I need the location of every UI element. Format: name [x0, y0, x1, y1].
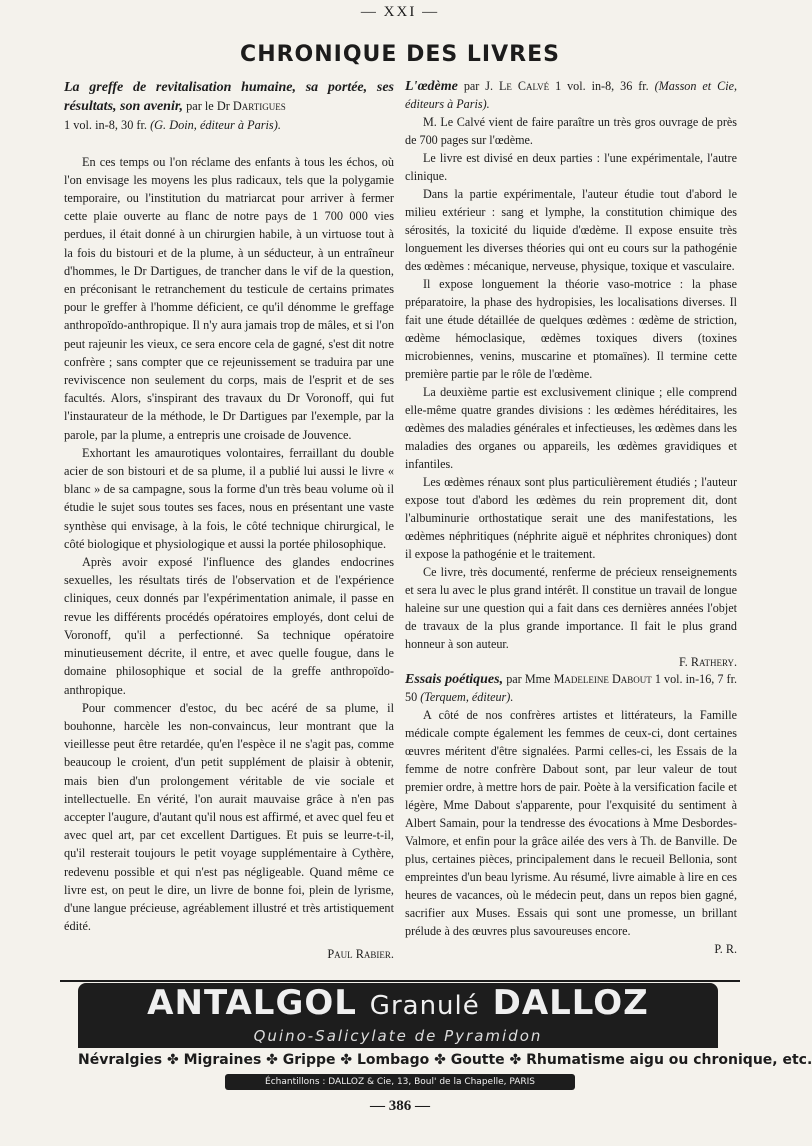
- ad-samples: Échantillons : DALLOZ & Cie, 13, Boul' de la Chapelle, PARIS: [225, 1074, 575, 1090]
- review3-author: Madeleine Dabout: [553, 672, 652, 687]
- review3-paragraph: A côté de nos confrères artistes et littérateurs, la Famille médicale compte également les femmes de ceux-ci, dont certaines œuvres méritent d'être signalées. Parmi celles-ci, les Essais de la femme de notre confrère Dabout sont, par leur valeur de tout premier ordre, à mettre hors de pair. Poète à la versification facile et légère, Mme Dabout s'apparente, pour l'exquisité du sentiment à Albert Samain, pour la tendresse des évocations à Mme Desbordes-Valmore, et enfin pour la grâce ailée des vers à Th. de Banville. De plus, certaines pièces, principalement dans le recueil Bellonia, sont empreintes d'un beau lyrisme. Au résumé, livre aimable à lire en ces heures de vacances, où le médecin peut, dans un repos bien gagné, sacrifier aux Muses. Essais qui sont une promesse, un brillant prélude à des œuvres plus savoureuses encore.: [405, 708, 737, 939]
- review3-heading: [405, 671, 737, 707]
- review1-publisher: (G. Doin, éditeur à Paris).: [150, 118, 281, 133]
- review2-paragraph: Il expose longuement la théorie vaso-motrice : la phase préparatoire, la phase des hydropisies, les localisations diverses. Il fait une étude détaillée de quelques œdèmes : œdème de striction, œdème hémoclasique, œdèmes toxiques divers (toxines microbiennes, venins, muscarine et ptomaïnes). Il termine cette première partie par le rôle de l'œdème.: [405, 276, 737, 381]
- review2-paragraph: Ce livre, très documenté, renferme de précieux renseignements et sera lu avec le plus grand intérêt. Il constitue un travail de longue haleine sur une question qui a fait dans ces dernières années l'objet de travaux de la plus grande importance. Il fait le plus grand honneur à son auteur.: [405, 564, 737, 651]
- running-head: — XXI —: [360, 4, 440, 20]
- review1-signature: Paul Rabier.: [327, 947, 394, 962]
- review2-paragraph: Les œdèmes rénaux sont plus particulièrement étudiés ; l'auteur expose tout d'abord les œdèmes du rein proprement dit, dont l'albuminurie orthostatique serait une des manifestations, les œdèmes néphritiques (néphrite aiguë et néphrites chroniques) dont il expose la pathogénie et le traitement.: [405, 474, 737, 561]
- page-number: — 386 —: [370, 1098, 430, 1114]
- review2-signature: F. Rathery.: [679, 654, 737, 669]
- review1-author: Dartigues: [232, 99, 286, 114]
- review2-author: Le Calvé: [499, 79, 550, 93]
- review2-by: par J.: [463, 79, 494, 93]
- review3-author-title: Mme: [524, 672, 551, 687]
- review3-publisher: (Terquem, éditeur).: [420, 690, 514, 705]
- review1-paragraph: En ces temps ou l'on réclame des enfants à tous les échos, où l'on envisage les moyens les plus radicaux, tels que la polygamie temporaire, ou l'institution du matriarcat pour arriver à fermer cette plaie ouverte au flanc de notre pays de 1 700 000 vies perdues, il était donné à un chirurgien habile, à un virtuose tout à la fois du bistouri et de la plume, à un séducteur, à un entraîneur d'hommes, le Dr Dartigues, de trancher dans le vif de la question, en préconisant le retranchement du testicule de certains primates pour le greffer à l'homme déficient, ce qu'il dénomme le greffage anthropoïdo-anthropique. Il n'y aura jamais trop de mâles, et si l'on peut rajeunir les vieux, ce sera encore cela de gagné, s'est dit notre confrère ; sans compter que ce rejeunissement se traduira par une reviviscence non seulement du corps, mais de l'esprit et de ses facultés. Alors, s'inspirant des travaux du Dr Voronoff, qui fut l'instaurateur de la méthode, le Dr Dartigues par l'exemple, par la parole, par la plume, a entrepris une croisade de Jouvence.: [64, 154, 394, 442]
- section-divider: [60, 980, 740, 982]
- review1-paragraph: Exhortant les amaurotiques volontaires, ferraillant du double acier de son bistouri et de sa plume, il a publié lui aussi le livre « blanc » de sa campagne, sous la forme d'un très beau volume où il étudie le sujet sous toutes ses faces, nous en présentant une vaste synthèse qui envisage, à la fois, le côté technique chirurgical, le côté biologique et physiologique et aussi la portée philosophique.: [64, 445, 394, 551]
- ad-brand-left: ANTALGOL: [147, 983, 357, 1023]
- review1-heading: [64, 78, 394, 135]
- review3-title: Essais poétiques,: [405, 672, 504, 688]
- review1-pub: 1 vol. in-8, 30 fr.: [64, 118, 147, 133]
- ad-brand: [78, 983, 718, 1023]
- review3-signature: P. R.: [714, 942, 737, 957]
- review3-by: par: [506, 672, 522, 687]
- review2-pub: 1 vol. in-8, 36 fr.: [555, 79, 649, 93]
- ad-indications: Névralgies ✤ Migraines ✤ Grippe ✤ Lombago ✤ Goutte ✤ Rhumatisme aigu ou chronique, etc.: [78, 1048, 718, 1072]
- review2-publisher: (Masson et Cie, éditeurs à Paris).: [405, 79, 737, 111]
- review2-paragraph: La deuxième partie est exclusivement clinique ; elle comprend elle-même quatre grandes divisions : les œdèmes héréditaires, les œdèmes des maladies générales et infectieuses, les œdèmes dans les maladies des organes ou appareils, les œdèmes gravidiques et infantiles.: [405, 384, 737, 471]
- review1-paragraph: Après avoir exposé l'influence des glandes endocrines sexuelles, les résultats tirés de l'observation et de l'expérience cliniques, ceux donnés par l'expérimentation animale, il passe en revue les différents procédés opératoires employés, dont celui de Voronoff, qu'il a perfectionné. Sa technique opératoire minutieusement décrite, il entre, et avec quelle fougue, dans le domaine philosophique et social de la greffe anthropoïdo-anthropique.: [64, 555, 394, 697]
- review1-title: La greffe de revitalisation humaine, sa portée, ses résultats, son avenir,: [64, 80, 394, 115]
- ad-brand-mid: Granulé: [369, 991, 480, 1021]
- review2-paragraph: M. Le Calvé vient de faire paraître un très gros ouvrage de près de 700 pages sur l'œdème.: [405, 114, 737, 147]
- right-column: [405, 78, 737, 959]
- review1-paragraph: Pour commencer d'estoc, du bec acéré de sa plume, il bouhonne, harcèle les non-convaincus, leur montrant que la vieillesse peut être retardée, qu'en l'espèce il ne s'agit pas, comme beaucoup le croient, d'un petit supplément de plaisir à obtenir, mais bien d'un prolongement véritable de vie sociale et intellectuelle. En vérité, l'on aurait mauvaise grâce à n'en pas accepter l'augure, d'autant qu'il nous est affirmé, et avec quel feu et avec quel art, par cet excellent Dartigues. Et puis se leurre-t-il, qu'il resterait toujours le petit voyage supplémentaire à Cythère, redevenu possible et qui n'est pas négligeable. Quand même ce livre est, on peut le dire, un livre de bonne foi, plein de lyrisme, d'une langue précieuse, agréablement illustré et très artistiquement édité.: [64, 700, 394, 934]
- page-title: CHRONIQUE DES LIVRES: [240, 42, 560, 67]
- review3-pub: 1 vol. in-16, 7 fr. 50: [405, 672, 738, 705]
- review2-paragraph: Le livre est divisé en deux parties : l'une expérimentale, l'autre clinique.: [405, 150, 737, 183]
- left-column: [64, 78, 394, 964]
- review1-author-title: Dr: [216, 99, 230, 114]
- review1-by: par le: [186, 99, 214, 114]
- review2-heading: [405, 78, 737, 114]
- review2-title: L'œdème: [405, 79, 458, 94]
- review2-paragraph: Dans la partie expérimentale, l'auteur étudie tout d'abord le milieu extérieur : sang et lymphe, la constitution chimique des sérosités, la toxicité du liquide d'œdème. Il expose ensuite très longuement les diverses théories qui ont eu cours sur la pathogénie des œdèmes : mécanique, nerveuse, physique, toxique et vasculaire.: [405, 186, 737, 273]
- ad-subtitle: Quino-Salicylate de Pyramidon: [253, 1027, 543, 1045]
- ad-brand-right: DALLOZ: [492, 983, 649, 1023]
